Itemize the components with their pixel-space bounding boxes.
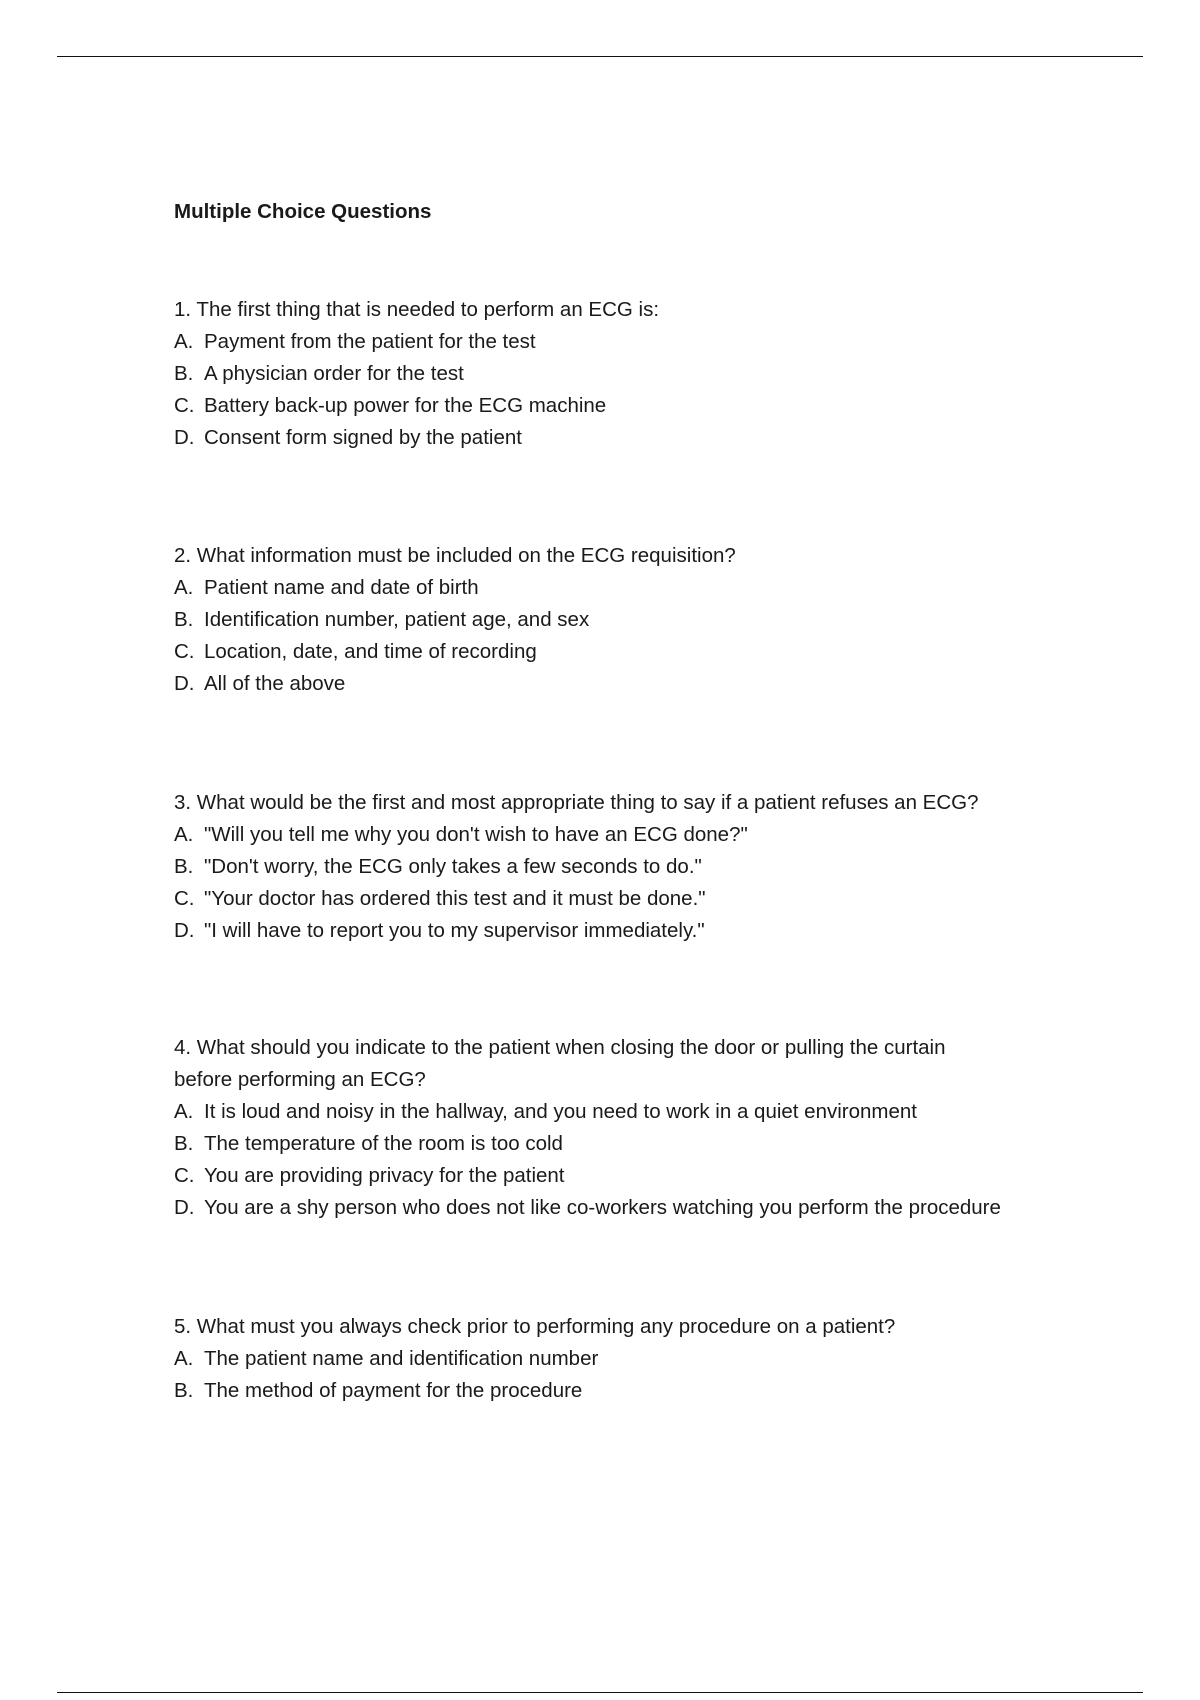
option-text: "I will have to report you to my supervisor immediately.": [204, 919, 705, 942]
option-letter: D.: [174, 426, 195, 449]
question-stem: 1. The first thing that is needed to perform an ECG is:: [174, 298, 660, 321]
option-letter: B.: [174, 362, 194, 385]
option-c: [174, 636, 1094, 668]
option-text: The patient name and identification number: [204, 1347, 599, 1370]
question-2: [174, 540, 1094, 700]
option-letter: C.: [174, 887, 195, 910]
option-text: The method of payment for the procedure: [204, 1379, 583, 1402]
option-text: The temperature of the room is too cold: [204, 1132, 563, 1155]
option-a: [174, 326, 1094, 358]
option-letter: C.: [174, 1164, 195, 1187]
option-b: [174, 604, 1094, 636]
option-text: All of the above: [204, 672, 346, 695]
option-letter: C.: [174, 394, 195, 417]
question-stem: [174, 1032, 1094, 1096]
option-letter: A.: [174, 576, 194, 599]
question-stem: 3. What would be the first and most appropriate thing to say if a patient refuses an ECG?: [174, 791, 979, 814]
option-list: [174, 1343, 1094, 1407]
option-text: Consent form signed by the patient: [204, 426, 522, 449]
question-stem-line-2: before performing an ECG?: [174, 1068, 426, 1091]
option-list: [174, 819, 1094, 947]
option-letter: A.: [174, 1100, 194, 1123]
question-4: [174, 1032, 1094, 1224]
option-b: [174, 1128, 1094, 1160]
option-text: Payment from the patient for the test: [204, 330, 536, 353]
option-text: Location, date, and time of recording: [204, 640, 537, 663]
option-letter: A.: [174, 330, 194, 353]
bottom-rule: [57, 1692, 1143, 1693]
question-5: [174, 1311, 1094, 1407]
option-letter: C.: [174, 640, 195, 663]
option-list: [174, 326, 1094, 454]
option-b: [174, 851, 1094, 883]
top-rule: [57, 56, 1143, 57]
question-stem: 2. What information must be included on the ECG requisition?: [174, 544, 736, 567]
option-c: [174, 1160, 1094, 1192]
page-heading: Multiple Choice Questions: [174, 200, 432, 223]
option-d: [174, 915, 1094, 947]
option-b: [174, 1375, 1094, 1407]
option-letter: B.: [174, 1379, 194, 1402]
question-stem-line-1: 4. What should you indicate to the patient when closing the door or pulling the curtain: [174, 1036, 946, 1059]
option-text: "Don't worry, the ECG only takes a few seconds to do.": [204, 855, 702, 878]
option-d: [174, 1192, 1094, 1224]
option-d: [174, 668, 1094, 700]
option-letter: A.: [174, 823, 194, 846]
option-a: [174, 572, 1094, 604]
option-text: Battery back-up power for the ECG machine: [204, 394, 607, 417]
option-text: You are providing privacy for the patient: [204, 1164, 565, 1187]
option-text: A physician order for the test: [204, 362, 464, 385]
option-list: [174, 572, 1094, 700]
question-stem: 5. What must you always check prior to performing any procedure on a patient?: [174, 1315, 896, 1338]
option-a: [174, 1343, 1094, 1375]
option-c: [174, 390, 1094, 422]
option-text: It is loud and noisy in the hallway, and you need to work in a quiet environment: [204, 1100, 917, 1123]
option-letter: D.: [174, 672, 195, 695]
option-b: [174, 358, 1094, 390]
option-letter: D.: [174, 919, 195, 942]
option-letter: D.: [174, 1196, 195, 1219]
option-c: [174, 883, 1094, 915]
option-d: [174, 422, 1094, 454]
option-letter: A.: [174, 1347, 194, 1370]
option-a: [174, 1096, 1094, 1128]
option-text: "Your doctor has ordered this test and it must be done.": [204, 887, 706, 910]
question-1: [174, 294, 1094, 454]
option-text: Patient name and date of birth: [204, 576, 479, 599]
option-letter: B.: [174, 855, 194, 878]
option-letter: B.: [174, 608, 194, 631]
option-text: "Will you tell me why you don't wish to have an ECG done?": [204, 823, 748, 846]
option-a: [174, 819, 1094, 851]
option-text: You are a shy person who does not like co-workers watching you perform the procedure: [204, 1196, 1001, 1219]
option-text: Identification number, patient age, and sex: [204, 608, 590, 631]
question-3: [174, 787, 1094, 947]
option-list: [174, 1096, 1094, 1224]
option-letter: B.: [174, 1132, 194, 1155]
